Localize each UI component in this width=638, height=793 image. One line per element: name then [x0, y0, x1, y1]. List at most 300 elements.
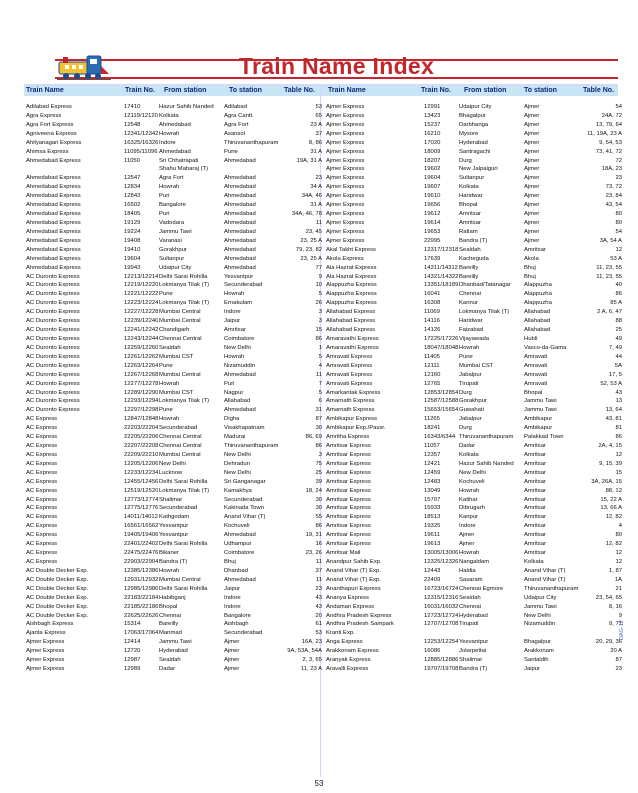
to-station-cell: Dehradun	[224, 460, 250, 467]
train-name-cell: Ajmer Express	[326, 202, 365, 209]
table-no-cell: 80	[615, 211, 622, 218]
train-name-cell: AC Duronto Express	[26, 282, 80, 289]
title-banner	[55, 50, 618, 86]
train-no-cell: 12233/12234	[124, 469, 158, 476]
to-station-cell: Ahmedabad	[224, 532, 256, 539]
from-station-cell: Haridwar	[459, 193, 483, 200]
from-station-cell: Tirupati	[459, 380, 479, 387]
table-no-cell: 17, 5	[608, 371, 622, 378]
to-station-cell: Alappuzha	[524, 291, 552, 298]
table-no-cell: 11	[315, 559, 322, 566]
train-name-cell: Amravati Express	[326, 362, 373, 369]
to-station-cell: Nizamuddin	[224, 362, 256, 369]
side-tag: DAG-12	[619, 620, 625, 640]
train-name-cell: Alappuzha Express	[326, 291, 377, 298]
table-row	[26, 317, 322, 326]
table-no-cell: 81	[615, 425, 622, 432]
to-station-cell: Amritsar	[524, 460, 546, 467]
table-row	[26, 362, 322, 371]
table-row	[326, 183, 622, 192]
from-station-cell: Darbhanga	[459, 121, 489, 128]
train-name-cell: Ahmedabad Express	[26, 219, 81, 226]
train-no-cell: 12293/12294	[124, 398, 158, 405]
table-row	[326, 308, 622, 317]
table-row	[326, 504, 622, 513]
to-station-cell: Ahmedabad	[224, 202, 256, 209]
table-row	[326, 460, 622, 469]
table-no-cell: 9	[318, 273, 322, 280]
table-no-cell: 43, 81	[605, 416, 622, 423]
train-name-cell: AC Express	[26, 478, 58, 485]
to-station-cell: Ajmer	[524, 219, 540, 226]
to-station-cell: New Delhi	[224, 451, 251, 458]
table-no-cell: 31	[315, 407, 322, 414]
train-name-cell: AC Express	[26, 523, 58, 530]
table-row	[326, 442, 622, 451]
train-no-cell: 12723/12724	[424, 612, 458, 619]
train-no-cell: 11069	[424, 309, 440, 316]
train-name-cell: Amravati Express	[326, 371, 373, 378]
table-row	[26, 201, 322, 210]
from-station-cell: Kolkata	[459, 451, 479, 458]
table-row	[326, 612, 622, 621]
train-no-cell: 12219/12220	[124, 282, 158, 289]
to-station-cell: Puri	[224, 380, 235, 387]
table-row	[26, 183, 322, 192]
table-row	[26, 620, 322, 629]
table-row	[326, 326, 622, 335]
table-no-cell: 18A, 23	[601, 166, 622, 173]
to-station-cell: Amritsar	[524, 541, 546, 548]
train-name-cell: Amritsar Express	[326, 451, 371, 458]
to-station-cell: Thiruvananthapuram	[224, 443, 279, 450]
train-name-cell: Andhra Pradesh Sampark	[326, 621, 394, 628]
from-station-cell: Kolkata	[459, 184, 479, 191]
train-no-cell: 14126	[424, 327, 441, 334]
train-no-cell: 12341/12342	[124, 130, 158, 137]
from-station-cell: Mumbai Central	[159, 371, 201, 378]
to-station-cell: Jaipur	[224, 585, 241, 592]
to-station-cell: Secunderabad	[224, 630, 263, 637]
train-name-cell: Andaman Express	[326, 603, 375, 610]
to-station-cell: Howrah	[224, 353, 245, 360]
train-name-cell: Ajmer Express	[326, 121, 365, 128]
from-station-cell: Kolkata	[159, 112, 179, 119]
from-station-cell: Mumbai Central	[159, 576, 201, 583]
table-no-cell: 23	[615, 666, 622, 673]
train-no-cell: 17063/17064	[124, 630, 158, 637]
from-station-cell: Secunderabad	[159, 425, 198, 432]
train-name-cell: Amritsar Express	[326, 505, 371, 512]
from-station-cell: Santragachi	[459, 148, 491, 155]
to-station-cell: Jammu Tawi	[524, 603, 557, 610]
from-station-cell: Delhi Sarai Rohilla	[159, 478, 208, 485]
table-row	[326, 603, 622, 612]
train-name-cell: Anga Express	[326, 639, 363, 646]
table-no-cell: 18, 24	[305, 487, 322, 494]
train-name-cell: Amritsar Express	[326, 532, 371, 539]
from-station-cell: Kannur	[459, 300, 478, 307]
to-station-cell: Alappuzha	[524, 300, 552, 307]
table-no-cell: 11, 23 A	[300, 666, 322, 673]
to-station-cell: Alappuzha	[524, 282, 552, 289]
from-station-cell: Delhi Sarai Rohilla	[159, 585, 208, 592]
to-station-cell: Aishbagh	[224, 621, 249, 628]
train-name-cell: Amravati Express	[326, 380, 373, 387]
header-table-no-2: Table No.	[583, 87, 614, 94]
train-no-cell: 12991	[424, 104, 441, 110]
table-row	[326, 380, 622, 389]
train-no-cell: 12885/12886	[424, 657, 458, 664]
train-no-cell: 16086	[424, 648, 441, 655]
table-row	[326, 299, 622, 308]
from-station-cell: Chennai	[459, 603, 481, 610]
from-station-cell: Jabalpur	[459, 371, 482, 378]
train-no-cell: 12111	[424, 362, 440, 369]
table-no-cell: 1	[318, 344, 322, 351]
table-row	[26, 255, 322, 264]
train-no-cell: 13005/13006	[424, 550, 458, 557]
table-no-cell: 25	[615, 327, 622, 334]
table-row	[326, 665, 622, 674]
from-station-cell: Mumbai CST	[459, 362, 494, 369]
train-no-cell: 16308	[424, 300, 441, 307]
to-station-cell: Ahmedabad	[224, 184, 256, 191]
from-station-cell: Yesvantpur	[159, 523, 189, 530]
table-row	[26, 433, 322, 442]
table-row	[326, 656, 622, 665]
table-no-cell: 54	[615, 228, 622, 235]
from-station-cell: Ajmer	[459, 541, 475, 548]
train-name-cell: AC Double Decker Exp.	[26, 567, 89, 574]
table-row	[26, 139, 322, 148]
table-no-cell: 37	[315, 567, 322, 574]
table-no-cell: 2, 3, 65	[302, 657, 322, 664]
to-station-cell: Ajmer	[524, 130, 540, 137]
from-station-cell: Lokmanya Tilak (T)	[159, 487, 210, 494]
train-no-cell: 15707	[424, 496, 441, 503]
table-no-cell: 80	[615, 219, 622, 226]
table-row	[326, 620, 622, 629]
train-no-cell: 22625/22626	[124, 612, 158, 619]
train-no-cell: 11405	[424, 353, 440, 360]
train-no-cell: 12277/12278	[124, 380, 158, 387]
train-no-cell: 11050	[124, 157, 140, 164]
to-station-cell: Amritsar	[524, 532, 546, 539]
from-station-cell: Udaipur City	[159, 264, 192, 271]
table-no-cell: 12, 82	[605, 541, 622, 548]
table-no-cell: 23, 45	[305, 228, 322, 235]
to-station-cell: Agra Cantt.	[224, 112, 254, 119]
train-name-cell: Ambikapur Express	[326, 416, 378, 423]
from-station-cell: Bandra (T)	[159, 559, 188, 566]
table-no-cell: 43, 54	[605, 202, 622, 209]
from-station-cell: Faizabad	[459, 327, 484, 334]
train-no-cell: 22209/22210	[124, 451, 158, 458]
train-name-cell: Ajanta Express	[26, 630, 66, 637]
train-name-cell: AC Express	[26, 460, 58, 467]
from-station-cell: Amritsar	[459, 211, 481, 218]
table-row	[326, 255, 622, 264]
table-row	[26, 576, 322, 585]
train-name-cell: Ahmedabad Express	[26, 246, 81, 253]
table-row	[26, 380, 322, 389]
train-name-cell: Amaravathi Express	[326, 335, 379, 342]
train-no-cell: 12765	[424, 380, 441, 387]
train-no-cell: 12421	[424, 460, 441, 467]
train-name-cell: Amritsar Mail	[326, 550, 361, 557]
table-row	[326, 478, 622, 487]
from-station-cell: Hyderabad	[459, 139, 488, 146]
train-name-cell: Anandpur Sahib Exp.	[326, 559, 382, 566]
from-station-cell: Sealdah	[459, 594, 481, 601]
from-station-cell: Dadar	[459, 443, 476, 450]
train-no-cell: 22409	[424, 576, 441, 583]
table-row	[26, 558, 322, 567]
table-row	[26, 121, 322, 130]
table-row	[26, 406, 322, 415]
train-name-cell: Anand Vihar (T) Exp.	[326, 567, 381, 574]
table-no-cell: 3	[318, 451, 322, 458]
to-station-cell: Jammu Tawi	[524, 407, 557, 414]
table-row	[326, 558, 622, 567]
train-name-cell: Amritha Express	[326, 434, 370, 441]
table-no-cell: 16A, 23	[301, 639, 322, 646]
train-no-cell: 12459	[424, 469, 441, 476]
train-no-cell: 14116	[424, 318, 440, 325]
from-station-cell: Mumbai CST	[159, 389, 194, 396]
table-row	[26, 157, 322, 166]
table-row	[26, 487, 322, 496]
to-station-cell: Udaipur City	[524, 594, 557, 601]
to-station-cell: Amritsar	[524, 443, 546, 450]
train-no-cell: 12239/12240	[124, 318, 158, 325]
train-name-cell: AC Duronto Express	[26, 273, 80, 280]
table-row	[26, 594, 322, 603]
table-row	[26, 424, 322, 433]
train-icon	[57, 52, 111, 80]
table-row	[326, 362, 622, 371]
train-no-cell: 17225/17226	[424, 335, 458, 342]
from-station-cell: Lucknow	[159, 469, 183, 476]
train-name-cell: AC Duronto Express	[26, 353, 80, 360]
train-no-cell: 16561/16562	[124, 523, 158, 530]
to-station-cell: Amritsar	[524, 505, 546, 512]
table-row	[26, 549, 322, 558]
table-no-cell: 44	[615, 353, 622, 360]
from-station-cell: Shalimar	[159, 496, 183, 503]
from-station-cell: Durg	[459, 157, 472, 164]
train-no-cell: 12119/12120	[124, 112, 158, 119]
table-no-cell: 12	[615, 451, 622, 458]
table-no-cell: 7, 49	[608, 344, 622, 351]
from-station-cell: Mumbai Central	[159, 309, 201, 316]
table-no-cell: 19A, 31 A	[296, 157, 322, 164]
table-no-cell: 9	[618, 612, 622, 619]
from-station-cell: Udaipur City	[459, 104, 492, 110]
table-row	[26, 531, 322, 540]
table-no-cell: 86	[615, 434, 622, 441]
train-no-cell: 19325	[424, 523, 441, 530]
table-row	[26, 103, 322, 112]
train-name-cell: AC Duronto Express	[26, 371, 80, 378]
to-station-cell: Amritsar	[524, 246, 546, 253]
train-no-cell: 12773/12774	[124, 496, 158, 503]
to-station-cell: Ajmer	[524, 202, 540, 209]
train-name-cell: Ahmedabad Express	[26, 237, 81, 244]
to-station-cell: Jaipur	[524, 666, 541, 673]
to-station-cell: Ahmedabad	[224, 407, 256, 414]
to-station-cell: Udhampur	[224, 541, 252, 548]
to-station-cell: Amritsar	[524, 514, 546, 521]
table-no-cell: 12	[615, 550, 622, 557]
table-row	[326, 237, 622, 246]
train-name-cell: Agniveena Express	[26, 130, 77, 137]
page-title: Train Name Index	[238, 53, 435, 79]
table-no-cell: 12	[615, 246, 622, 253]
to-station-cell: Bhuj	[524, 264, 536, 271]
table-no-cell: 19, 31	[305, 532, 322, 539]
train-name-cell: AC Double Decker Exp.	[26, 612, 89, 619]
table-row	[326, 647, 622, 656]
train-no-cell: 12587/12588	[424, 398, 458, 405]
train-name-cell: AC Express	[26, 443, 58, 450]
train-name-cell: Ahmedabad Express	[26, 228, 81, 235]
train-name-cell: Ahmedabad Express	[26, 157, 81, 164]
to-station-cell: Thiruvananthapuram	[524, 585, 579, 592]
to-station-cell: Sri Ganganagar	[224, 478, 266, 485]
train-no-cell: 19943	[124, 264, 141, 271]
table-row	[26, 638, 322, 647]
table-no-cell: 15, 22 A	[600, 496, 622, 503]
train-name-cell: Amarnath Express	[326, 398, 375, 405]
table-row	[26, 326, 322, 335]
to-station-cell: Indore	[224, 594, 241, 601]
table-row	[326, 629, 622, 638]
table-no-cell: 5	[318, 291, 322, 298]
from-station-cell: Hyderabad	[159, 648, 188, 655]
table-no-cell: 39	[315, 478, 322, 485]
from-station-cell: Bangalore	[159, 202, 186, 209]
to-station-cell: New Delhi	[524, 612, 551, 619]
from-station-cell: Bareilly	[459, 264, 479, 271]
table-no-cell: 4	[318, 362, 322, 369]
table-no-cell: 86, 69	[305, 434, 322, 441]
from-station-cell: Bhopal	[459, 202, 478, 209]
from-station-cell: Dadar	[159, 666, 176, 673]
table-row	[26, 228, 322, 237]
train-no-cell: 16041	[424, 291, 441, 298]
train-name-cell: AC Duronto Express	[26, 300, 80, 307]
from-station-cell: Sasaram	[459, 576, 483, 583]
to-station-cell: Nagpur	[224, 389, 244, 396]
table-no-cell: 25	[315, 469, 322, 476]
train-name-cell: Ahmedabad Express	[26, 211, 81, 218]
train-no-cell: 12548	[124, 121, 141, 128]
train-name-cell: AC Express	[26, 496, 58, 503]
table-row	[326, 487, 622, 496]
from-station-cell: Delhi Sarai Rohilla	[159, 273, 208, 280]
train-name-cell: Amritsar Express	[326, 514, 371, 521]
train-no-cell: 19604	[124, 255, 141, 262]
train-name-cell: AC Express	[26, 532, 58, 539]
table-no-cell: 73, 72	[605, 184, 622, 191]
table-row	[26, 496, 322, 505]
from-station-cell: Sri Chhatrapati	[159, 157, 199, 164]
to-station-cell: Vasco-da-Gama	[524, 344, 567, 351]
train-name-cell: Ahmedabad Express	[26, 193, 81, 200]
table-row	[326, 228, 622, 237]
train-no-cell: 11095/11096	[124, 148, 158, 155]
train-no-cell: 12227/12228	[124, 309, 158, 316]
train-no-cell: 19613	[424, 541, 441, 548]
table-no-cell: 20	[315, 612, 322, 619]
train-name-cell: Ajmer Express	[326, 104, 365, 110]
table-row	[26, 344, 322, 353]
train-no-cell: 19410	[124, 246, 141, 253]
table-row	[326, 335, 622, 344]
train-name-cell: AC Duronto Express	[26, 335, 80, 342]
train-no-cell: 12223/12224	[124, 300, 158, 307]
table-row	[326, 139, 622, 148]
table-row	[326, 192, 622, 201]
train-name-cell: AC Duronto Express	[26, 291, 80, 298]
table-no-cell: 16	[315, 541, 322, 548]
from-station-cell: Howrah	[159, 184, 180, 191]
header-from-station-2: From station	[464, 87, 507, 94]
table-no-cell: 11, 23, 55	[596, 273, 622, 280]
to-station-cell: Digha	[224, 416, 240, 423]
train-name-cell: Ahmedabad Express	[26, 255, 81, 262]
train-name-cell: Ajmer Express	[326, 237, 365, 244]
train-name-cell: Alappuzha Express	[326, 300, 377, 307]
train-no-cell: 17020	[424, 139, 441, 146]
table-no-cell: 23	[615, 175, 622, 182]
table-no-cell: 31 A	[310, 202, 322, 209]
from-station-cell: Durg	[459, 425, 472, 432]
from-station-cell: Lokmanya Tilak (T)	[159, 282, 210, 289]
table-no-cell: 3	[318, 318, 322, 325]
table-no-cell: 11	[315, 371, 322, 378]
table-row	[326, 638, 622, 647]
from-station-cell: Sultanpur	[159, 255, 185, 262]
from-station-cell: Bhopal	[159, 603, 178, 610]
to-station-cell: Bhagalpur	[524, 639, 551, 646]
train-no-cell: 19612	[424, 211, 441, 218]
train-no-cell: 16502	[124, 202, 141, 209]
train-no-cell: 16723/16724	[424, 585, 458, 592]
table-no-cell: 11	[315, 219, 322, 226]
to-station-cell: Palakkad Town	[524, 434, 564, 441]
table-no-cell: 43	[315, 594, 322, 601]
table-row	[26, 451, 322, 460]
train-no-cell: 12519/12520	[124, 487, 158, 494]
from-station-cell: Jammu Tawi	[159, 228, 192, 235]
train-no-cell: 22183/22184	[124, 594, 158, 601]
table-row	[26, 504, 322, 513]
table-row	[326, 549, 622, 558]
to-station-cell: Bangalore	[224, 612, 251, 619]
train-name-cell: Ajmer Express	[26, 639, 65, 646]
from-station-cell: Durg	[459, 389, 472, 396]
from-station-cell: New Delhi	[159, 460, 186, 467]
train-no-cell: 15933	[424, 505, 441, 512]
train-no-cell: 12315/12316	[424, 594, 458, 601]
table-no-cell: 52, 53 A	[600, 380, 622, 387]
train-no-cell: 12221/12222	[124, 291, 158, 298]
from-station-cell: Indore	[159, 139, 176, 146]
from-station-cell: Howrah	[159, 416, 180, 423]
